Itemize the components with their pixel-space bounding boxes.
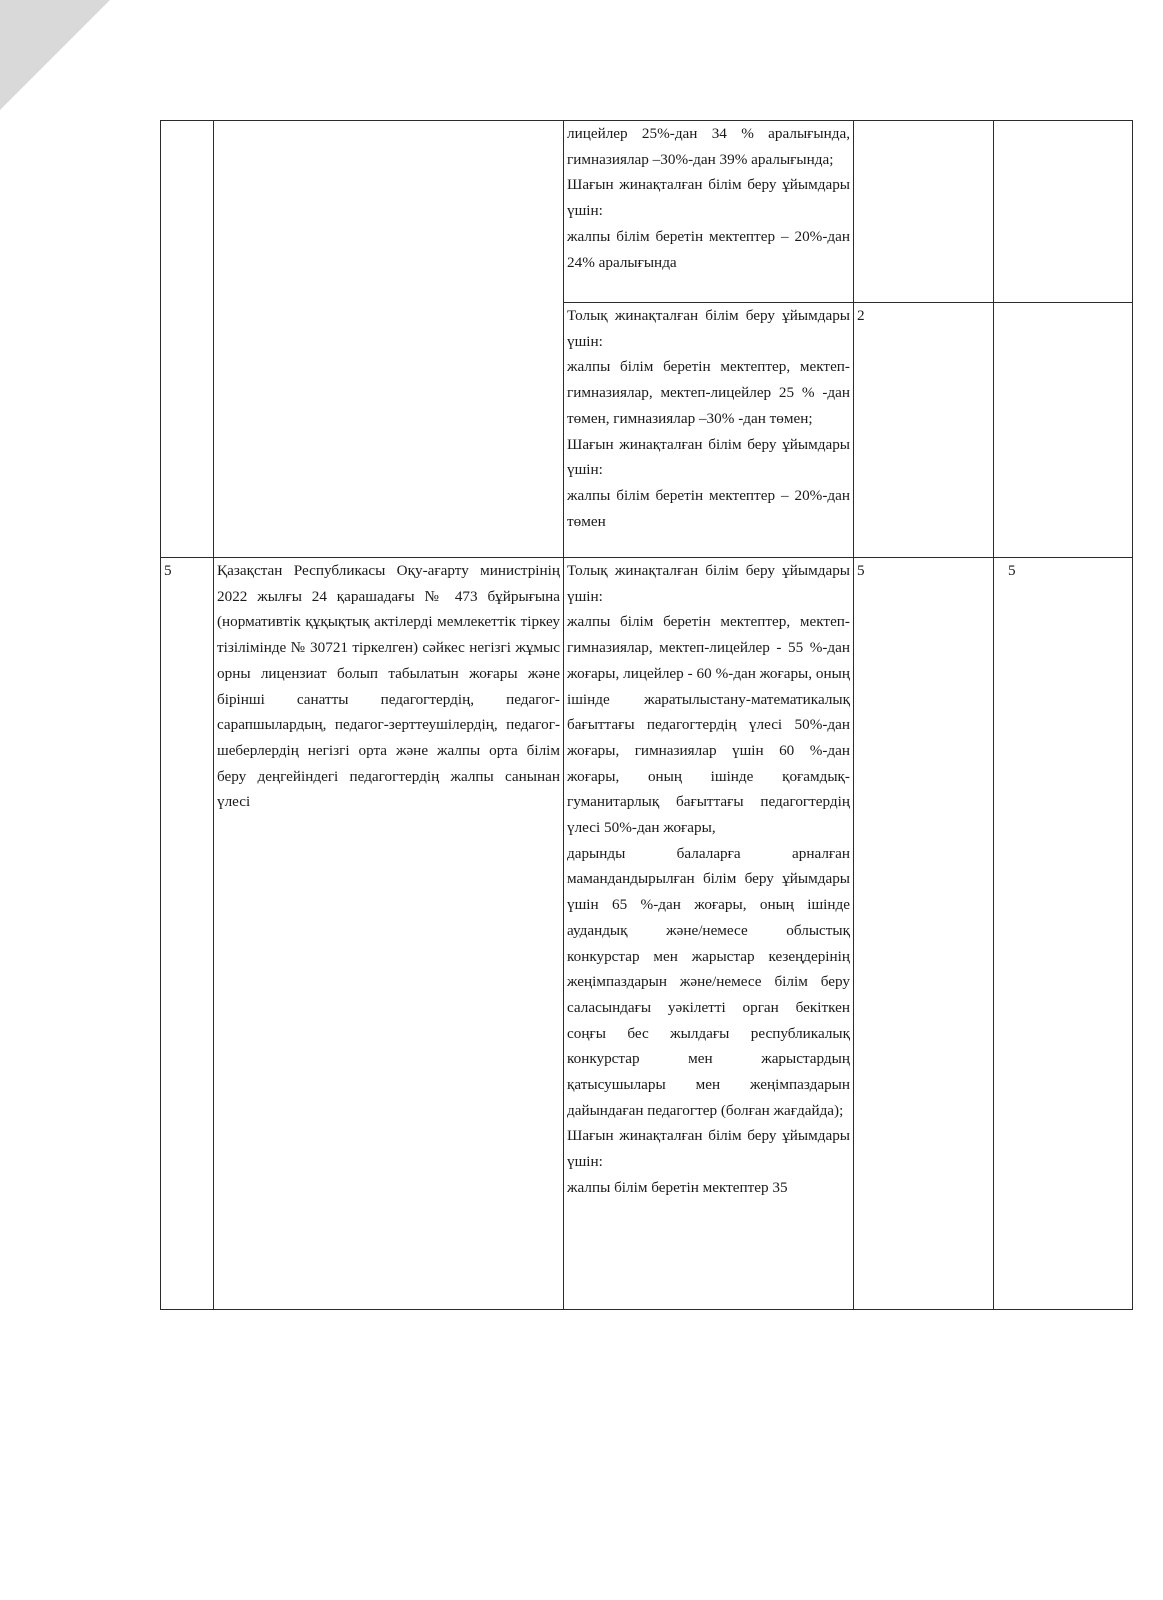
criteria-text: жалпы білім беретін мектептер – 20%-дан төмен [567, 486, 850, 530]
number-cell [161, 121, 214, 558]
max-score-cell [994, 121, 1133, 303]
criteria-heading: Толық жинақталған білім беру ұйымдары үшін: [567, 307, 850, 350]
scan-folded-corner [0, 0, 110, 110]
number-cell: 5 [161, 558, 214, 1310]
criteria-text: жалпы білім беретін мектептер – 20%-дан 24% аралығында [567, 227, 850, 271]
criteria-cell [564, 121, 854, 303]
indicator-cell [214, 121, 564, 558]
criteria-text: жалпы білім беретін мектептер 35 [567, 1178, 788, 1196]
criteria-text: жалпы білім беретін мектептер, мектеп-гимназиялар, мектеп-лицейлер 25 % -дан төмен, гимназиялар –30% -дан төмен; [567, 358, 850, 427]
table-row [161, 558, 1133, 1310]
criteria-cell [564, 303, 854, 558]
criteria-cell [564, 558, 854, 1310]
score-cell: 2 [854, 303, 994, 558]
max-score-cell [994, 303, 1133, 558]
criteria-text: лицейлер 25%-дан 34 % аралығында, гимназиялар –30%-дан 39% аралығында; [567, 125, 850, 168]
criteria-text: дарынды балаларға арналған мамандандырылған білім беру ұйымдары үшін 65 %-дан жоғары, оның ішінде аудандық және/немесе облыстық конкурстар мен жарыстар кезеңдерінің жеңімпаздарын және/немесе білім беру саласындағы уәкілетті орган бекіткен соңғы бес жылдағы республикалық конкурстар мен жарыстардың қатысушылары мен жеңімпаздарын дайындаған педагогтер (болған жағдайда); [567, 844, 850, 1119]
score-cell: 5 [854, 558, 994, 1310]
criteria-heading: Шағын жинақталған білім беру ұйымдары үшін: [567, 176, 850, 220]
document-page [160, 120, 1133, 1310]
max-score-cell: 5 [994, 558, 1133, 1310]
table-row [161, 121, 1133, 303]
criteria-heading: Шағын жинақталған білім беру ұйымдары үшін: [567, 1127, 850, 1171]
indicator-cell: Қазақстан Республикасы Оқу-ағарту министрінің 2022 жылғы 24 қарашадағы № 473 бұйрығына (нормативтік құқықтық актілерді мемлекеттік тіркеу тізілімінде № 30721 тіркелген) сәйкес негізгі жұмыс орны лицензиат болып табылатын жоғары және бірінші санатты педагогтердің, педагог-сарапшылардың, педагог-зерттеушілердің, педагог-шеберлердің негізгі орта және жалпы орта білім беру деңгейіндегі педагогтердің жалпы санынан үлесі [214, 558, 564, 1310]
criteria-heading: Шағын жинақталған білім беру ұйымдары үшін: [567, 435, 850, 479]
criteria-heading: Толық жинақталған білім беру ұйымдары үшін: [567, 562, 850, 605]
criteria-table [160, 120, 1133, 1310]
score-cell [854, 121, 994, 303]
criteria-text: жалпы білім беретін мектептер, мектеп-гимназиялар, мектеп-лицейлер - 55 %-дан жоғары, лицейлер - 60 %-дан жоғары, оның ішінде жаратылыстану-математикалық бағыттағы педагогтердің үлесі 50%-дан жоғары, гимназиялар үшін 60 %-дан жоғары, оның ішінде қоғамдық-гуманитарлық бағыттағы педагогтердің үлесі 50%-дан жоғары, [567, 613, 850, 837]
